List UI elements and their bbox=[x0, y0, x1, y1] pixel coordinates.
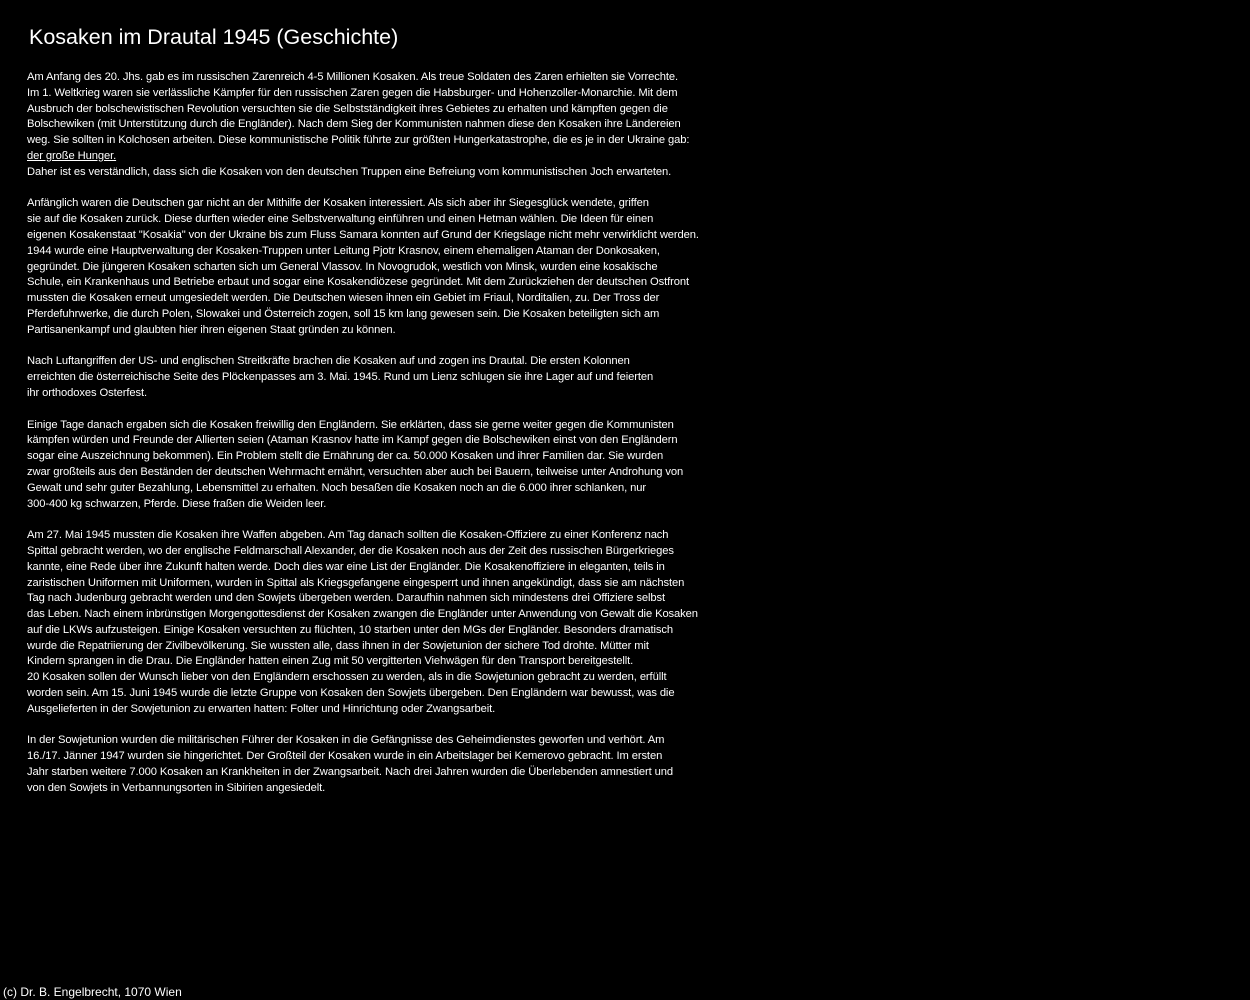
text-line-link bbox=[27, 149, 787, 165]
text-line: Bolschewiken (mit Unterstützung durch die Engländer). Nach dem Sieg der Kommunisten nahmen diese den Kosaken ihre Ländereien bbox=[27, 118, 681, 131]
article-body bbox=[27, 70, 787, 812]
text-line: Anfänglich waren die Deutschen gar nicht an der Mithilfe der Kosaken interessiert. Als sich aber ihr Siegesglück wendete, griffen bbox=[27, 197, 649, 210]
text-line: zaristischen Uniformen mit Uniformen, wurden in Spittal als Kriegsgefangene eingesperrt und ihnen angekündigt, dass sie am nächsten bbox=[27, 576, 685, 589]
paragraph-2 bbox=[27, 196, 787, 338]
text-line: auf die LKWs aufzusteigen. Einige Kosaken versuchten zu flüchten, 10 starben unter den MGs der Engländer. Besonders dramatisch bbox=[27, 623, 673, 636]
text-line: Daher ist es verständlich, dass sich die Kosaken von den deutschen Truppen eine Befreiung vom kommunistischen Joch erwarteten. bbox=[27, 165, 672, 178]
text-line: Am 27. Mai 1945 mussten die Kosaken ihre Waffen abgeben. Am Tag danach sollten die Kosaken-Offiziere zu einer Konferenz nach bbox=[27, 529, 669, 542]
text-line: Ausgelieferten in der Sowjetunion zu erwarten hatten: Folter und Hinrichtung oder Zwangsarbeit. bbox=[27, 702, 496, 715]
paragraph-1 bbox=[27, 70, 787, 181]
text-line: gegründet. Die jüngeren Kosaken scharten sich um General Vlassov. In Novogrudok, westlich von Minsk, wurden eine kosakische bbox=[27, 260, 658, 273]
text-line: 1944 wurde eine Hauptverwaltung der Kosaken-Truppen unter Leitung Pjotr Krasnov, einem ehemaligen Ataman der Donkosaken, bbox=[27, 244, 660, 257]
paragraph-4 bbox=[27, 418, 787, 513]
text-line: erreichten die österreichische Seite des Plöckenpasses am 3. Mai. 1945. Rund um Lienz schlugen sie ihre Lager auf und feierten bbox=[27, 371, 654, 384]
text-line: Pferdefuhrwerke, die durch Polen, Slowakei und Österreich zogen, soll 15 km lang gewesen sein. Die Kosaken beteiligten sich am bbox=[27, 307, 660, 320]
text-line: Tag nach Judenburg gebracht werden und den Sowjets übergeben werden. Daraufhin nahmen sich mindestens drei Offiziere selbst bbox=[27, 592, 666, 605]
text-line: eigenen Kosakenstaat "Kosakia" von der Ukraine bis zum Fluss Samara konnten auf Grund der Kriegslage nicht mehr verwirklicht werden. bbox=[27, 228, 699, 241]
text-line: kannte, eine Rede über ihre Zukunft halten werde. Doch dies war eine List der Engländer. Die Kosakenoffiziere in eleganten, teils in bbox=[27, 560, 665, 573]
paragraph-6 bbox=[27, 733, 787, 796]
text-line: Nach Luftangriffen der US- und englischen Streitkräfte brachen die Kosaken auf und zogen ins Drautal. Die ersten Kolonnen bbox=[27, 355, 630, 368]
text-line: Einige Tage danach ergaben sich die Kosaken freiwillig den Engländern. Sie erklärten, dass sie gerne weiter gegen die Kommunisten bbox=[27, 418, 674, 431]
text-line: mussten die Kosaken erneut umgesiedelt werden. Die Deutschen wiesen ihnen ein Gebiet im Friaul, Norditalien, zu. Der Tross der bbox=[27, 292, 660, 305]
text-line: worden sein. Am 15. Juni 1945 wurde die letzte Gruppe von Kosaken den Sowjets übergeben. Den Engländern war bewusst, was die bbox=[27, 687, 675, 700]
paragraph-3 bbox=[27, 354, 787, 401]
text-line: Ausbruch der bolschewistischen Revolution versuchten sie die Selbstständigkeit ihres Gebietes zu erhalten und kämpften gegen die bbox=[27, 102, 668, 115]
text-line: Kindern sprangen in die Drau. Die Engländer hatten einen Zug mit 50 vergitterten Viehwägen für den Transport bereitgestellt. bbox=[27, 655, 634, 668]
page-title: Kosaken im Drautal 1945 (Geschichte) bbox=[29, 25, 399, 49]
text-line: wurde die Repatriierung der Zivilbevölkerung. Sie wussten alle, dass ihnen in der Sowjetunion der sichere Tod drohte. Mütter mit bbox=[27, 639, 649, 652]
text-line: 20 Kosaken sollen der Wunsch lieber von den Engländern erschossen zu werden, als in die Sowjetunion gebracht zu werden, erfüllt bbox=[27, 671, 667, 684]
text-line: weg. Sie sollten in Kolchosen arbeiten. Diese kommunistische Politik führte zur größten Hungerkatastrophe, die es je in der Ukraine gab: bbox=[27, 134, 690, 147]
text-line: In der Sowjetunion wurden die militärischen Führer der Kosaken in die Gefängnisse des Geheimdienstes geworfen und verhört. Am bbox=[27, 734, 665, 747]
text-line: Partisanenkampf und glaubten hier ihren eigenen Staat gründen zu können. bbox=[27, 323, 396, 336]
text-line: Gewalt und sehr guter Bezahlung, Lebensmittel zu erhalten. Noch besaßen die Kosaken noch an die 6.000 ihrer schlanken, nur bbox=[27, 481, 647, 494]
text-line: Im 1. Weltkrieg waren sie verlässliche Kämpfer für den russischen Zaren gegen die Habsburger- und Hohenzoller-Monarchie. Mit dem bbox=[27, 86, 678, 99]
text-line: 16./17. Jänner 1947 wurden sie hingerichtet. Der Großteil der Kosaken wurde in ein Arbeitslager bei Kemerovo gebracht. Im ersten bbox=[27, 750, 663, 763]
text-line: Am Anfang des 20. Jhs. gab es im russischen Zarenreich 4-5 Millionen Kosaken. Als treue Soldaten des Zaren erhielten sie Vorrechte. bbox=[27, 71, 679, 83]
text-line: Jahr starben weitere 7.000 Kosaken an Krankheiten in der Zwangsarbeit. Nach drei Jahren wurden die Überlebenden amnestiert und bbox=[27, 766, 673, 779]
text-line: sie auf die Kosaken zurück. Diese durften wieder eine Selbstverwaltung einführen und einen Hetman wählen. Die Ideen für einen bbox=[27, 213, 654, 226]
text-line: von den Sowjets in Verbannungsorten in Sibirien angesiedelt. bbox=[27, 781, 326, 794]
text-line: Schule, ein Krankenhaus und Betriebe erbaut und sogar eine Kosakendiözese gegründet. Mit dem Zurückziehen der deutschen Ostfront bbox=[27, 276, 689, 289]
text-line: Spittal gebracht werden, wo der englische Feldmarschall Alexander, der die Kosaken noch aus der Zeit des russischen Bürgerkrieges bbox=[27, 544, 674, 557]
text-line: 300-400 kg schwarzen, Pferde. Diese fraßen die Weiden leer. bbox=[27, 497, 327, 510]
text-line: sogar eine Auszeichnung bekommen). Ein Problem stellt die Ernährung der ca. 50.000 Kosaken und ihrer Familien dar. Sie wurden bbox=[27, 450, 664, 463]
text-line: das Leben. Nach einem inbrünstigen Morgengottesdienst der Kosaken zwangen die Engländer unter Anwendung von Gewalt die Kosaken bbox=[27, 608, 698, 621]
copyright-footer: (c) Dr. B. Engelbrecht, 1070 Wien bbox=[3, 985, 182, 999]
grosse-hunger-link[interactable]: der große Hunger. bbox=[27, 149, 117, 162]
text-line: zwar großteils aus den Beständen der deutschen Wehrmacht ernährt, versuchten aber auch bei Bauern, teilweise unter Androhung von bbox=[27, 465, 684, 478]
text-line: ihr orthodoxes Osterfest. bbox=[27, 386, 147, 399]
text-line: kämpfen würden und Freunde der Allierten seien (Ataman Krasnov hatte im Kampf gegen die Bolschewiken einst von den Engländern bbox=[27, 434, 678, 447]
paragraph-5 bbox=[27, 528, 787, 718]
